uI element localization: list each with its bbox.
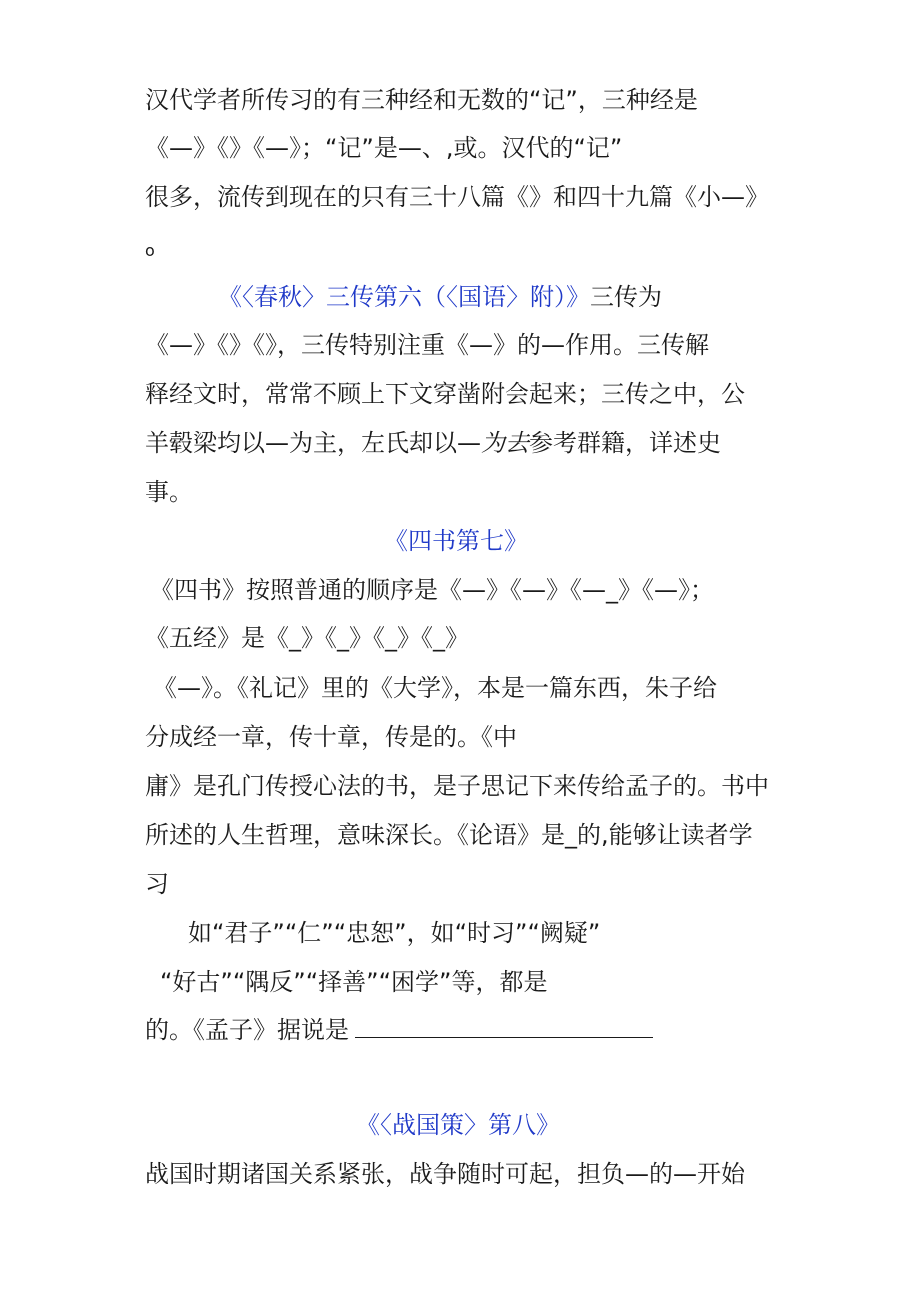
text-segment: 参考群籍，详述史 [529, 429, 721, 457]
heading-title: 《〈春秋〉三传第六（〈国语〉附）》 [218, 283, 590, 311]
text-line: 《五经》是《_》《_》《_》《_》 [145, 624, 469, 652]
text-line [145, 1015, 653, 1045]
text-line: 习 [145, 870, 169, 898]
text-line: 释经文时，常常不顾上下文穿凿附会起来；三传之中，公 [145, 380, 745, 408]
text-line: 如“君子”“仁”“忠恕”，如“时习”“阙疑” [188, 919, 601, 947]
text-line: 汉代学者所传习的有三种经和无数的“记”，三种经是 [145, 86, 698, 114]
section-heading-chunqiu [218, 282, 662, 312]
section-heading-zhanguoce: 《〈战国策〉第八》 [356, 1111, 560, 1139]
fill-in-blank-line [355, 1015, 653, 1038]
section-heading-sishu: 《四书第七》 [384, 527, 528, 555]
text-line: 很多，流传到现在的只有三十八篇《》和四十九篇《小—》 [145, 183, 769, 211]
text-line: o [145, 241, 155, 260]
text-line: 《四书》按照普通的顺序是《—》《—》《—_》《—》； [150, 576, 714, 604]
text-line: 《—》《》《—》；“记”是—、,或。汉代的“记” [145, 134, 623, 162]
text-line [145, 428, 721, 458]
italic-text: 为去 [481, 429, 529, 457]
text-segment: 的。《孟子》据说是 [145, 1016, 349, 1044]
text-line: “好古”“隅反”“择善”“困学”等，都是 [160, 968, 548, 996]
text-line: 分成经一章，传十章，传是的。《中 [145, 723, 517, 751]
text-segment: 羊毂梁均以—为主，左氏却以— [145, 429, 481, 457]
text-line: 战国时期诸国关系紧张，战争随时可起，担负—的—开始 [145, 1160, 745, 1188]
text-line: 所述的人生哲理，意味深长。《论语》是_的,能够让读者学 [145, 821, 753, 849]
text-line: 《—》《》《》，三传特别注重《—》的—作用。三传解 [145, 331, 709, 359]
heading-tail-text: 三传为 [590, 283, 662, 311]
text-line: 事。 [145, 478, 193, 506]
text-line: 庸》是孔门传授心法的书，是子思记下来传给孟子的。书中 [145, 772, 769, 800]
text-line: 《—》。《礼记》里的《大学》，本是一篇东西，朱子给 [153, 674, 717, 702]
